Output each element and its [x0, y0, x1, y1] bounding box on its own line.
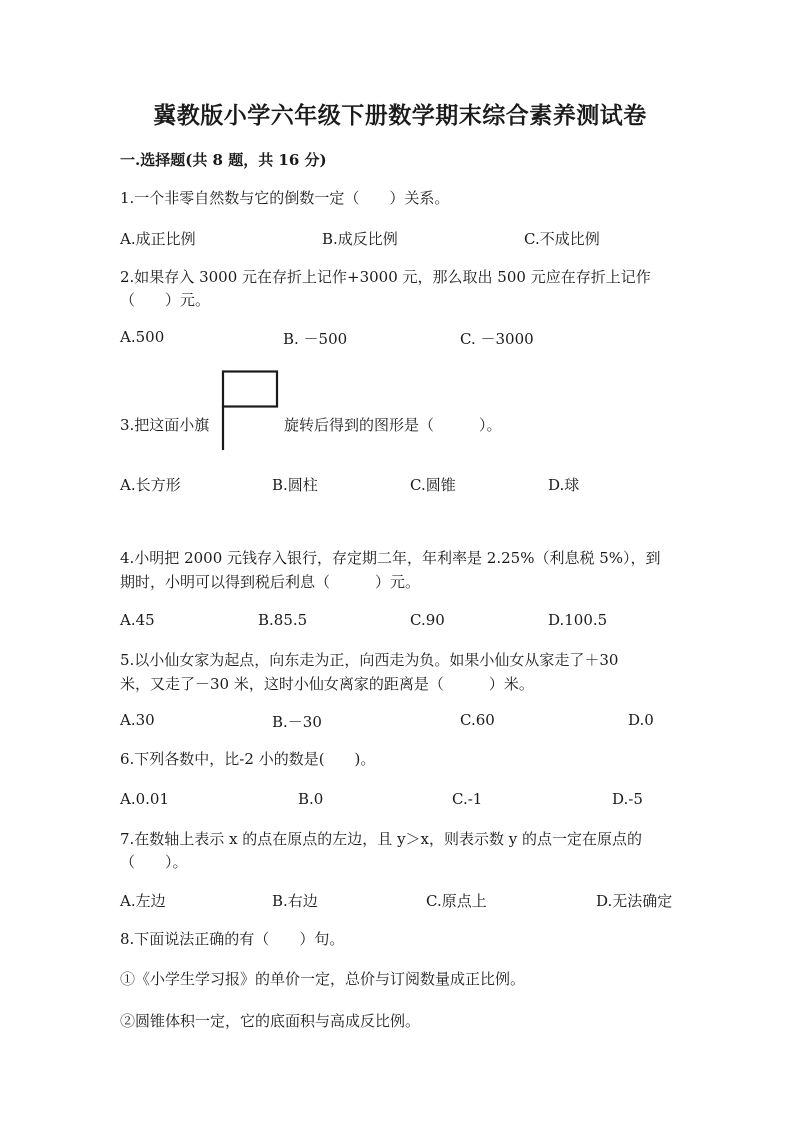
- option-d[interactable]: D.100.5: [548, 611, 608, 629]
- question-stem: 8.下面说法正确的有（ ）句。: [120, 930, 345, 948]
- option-a[interactable]: A.45: [120, 611, 155, 629]
- option-a[interactable]: A.30: [120, 711, 155, 729]
- option-a[interactable]: A.左边: [120, 892, 166, 910]
- option-b[interactable]: B.右边: [272, 892, 318, 910]
- option-c[interactable]: C.不成比例: [524, 230, 600, 248]
- page-title: 冀教版小学六年级下册数学期末综合素养测试卷: [153, 102, 647, 129]
- option-a[interactable]: A.0.01: [120, 790, 169, 808]
- question-stem-start: 3.把这面小旗: [120, 416, 210, 434]
- option-b[interactable]: B.圆柱: [272, 476, 318, 494]
- option-c[interactable]: C.圆锥: [410, 476, 456, 494]
- option-b[interactable]: B. －500: [283, 330, 348, 348]
- question-stem-line-1: 2.如果存入 3000 元在存折上记作+3000 元，那么取出 500 元应在存折上记作: [120, 268, 651, 286]
- option-d[interactable]: D.无法确定: [596, 892, 673, 910]
- option-a[interactable]: A.长方形: [120, 476, 181, 494]
- option-b[interactable]: B.－30: [272, 713, 322, 731]
- option-c[interactable]: C.90: [410, 611, 445, 629]
- option-c[interactable]: C.-1: [452, 790, 483, 808]
- question-stem-line-1: 5.以小仙女家为起点，向东走为正，向西走为负。如果小仙女从家走了＋30: [120, 651, 619, 669]
- option-b[interactable]: B.成反比例: [322, 230, 398, 248]
- option-c[interactable]: C. －3000: [460, 330, 534, 348]
- question-stem-line-2: （ ）。: [120, 853, 188, 871]
- question-stem-end: 旋转后得到的图形是（ ）。: [284, 416, 502, 434]
- option-c[interactable]: C.60: [460, 711, 495, 729]
- option-a[interactable]: A.成正比例: [120, 230, 196, 248]
- statement-1: ①《小学生学习报》的单价一定，总价与订阅数量成正比例。: [120, 970, 526, 988]
- question-stem: 1.一个非零自然数与它的倒数一定（ ）关系。: [120, 189, 450, 207]
- option-a[interactable]: A.500: [120, 328, 165, 346]
- option-b[interactable]: B.85.5: [258, 611, 308, 629]
- section-heading: 一.选择题(共 8 题，共 16 分): [120, 151, 327, 169]
- option-b[interactable]: B.0: [298, 790, 324, 808]
- question-stem-line-1: 4.小明把 2000 元钱存入银行，存定期二年，年利率是 2.25%（利息税 5%），到: [120, 549, 661, 567]
- option-c[interactable]: C.原点上: [426, 892, 487, 910]
- question-stem-line-2: （ ）元。: [120, 291, 211, 309]
- option-d[interactable]: D.球: [548, 476, 580, 494]
- option-d[interactable]: D.-5: [612, 790, 643, 808]
- question-stem-line-1: 7.在数轴上表示 x 的点在原点的左边，且 y＞x，则表示数 y 的点一定在原点的: [120, 830, 643, 848]
- flag-icon: [220, 370, 280, 452]
- question-stem-line-2: 米，又走了－30 米，这时小仙女离家的距离是（ ）米。: [120, 675, 534, 693]
- statement-2: ②圆锥体积一定，它的底面积与高成反比例。: [120, 1012, 421, 1030]
- option-d[interactable]: D.0: [628, 711, 654, 729]
- question-stem: 6.下列各数中，比-2 小的数是( )。: [120, 750, 376, 768]
- question-stem-line-2: 期时，小明可以得到税后利息（ ）元。: [120, 573, 421, 591]
